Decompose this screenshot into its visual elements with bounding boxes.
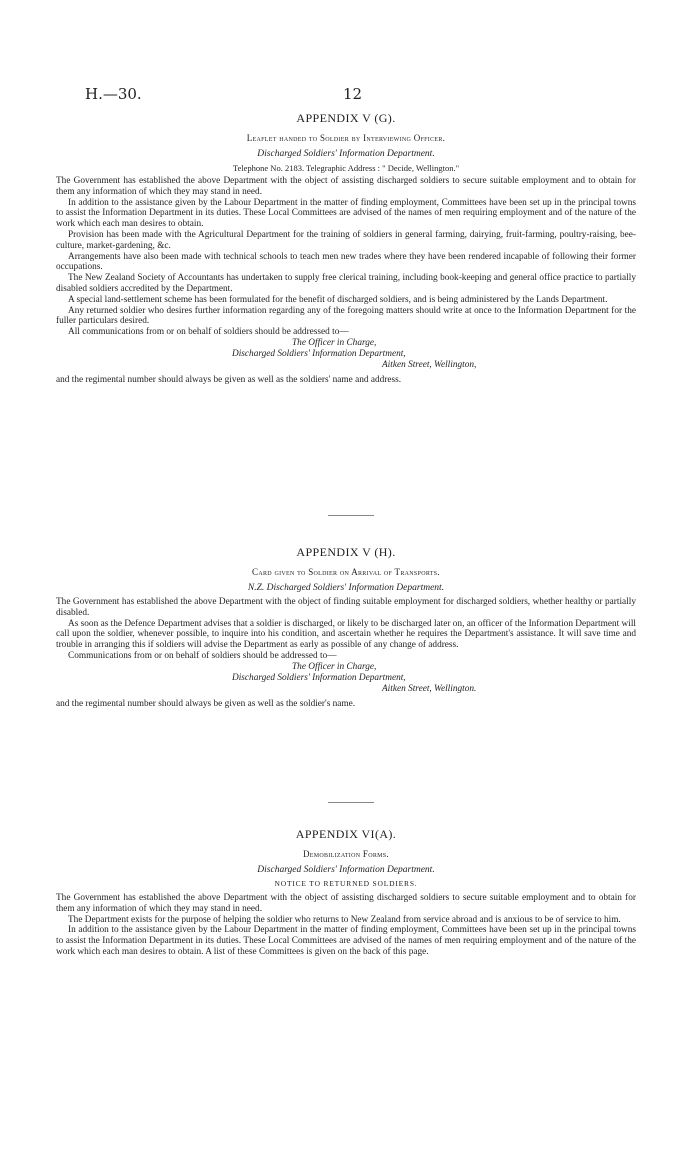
appendix-subtitle: Leaflet handed to Soldier by Interviewing Officer. bbox=[246, 133, 446, 143]
department-name: N.Z. Discharged Soldiers' Information Department. bbox=[247, 583, 445, 593]
section-divider bbox=[328, 515, 374, 516]
section-divider bbox=[328, 802, 374, 803]
closing-line: and the regimental number should always be given as well as the soldiers' name and address. bbox=[56, 374, 402, 385]
telephone-line: Telephone No. 2183. Telegraphic Address : " Decide, Wellington." bbox=[232, 163, 460, 173]
appendix-subtitle: Card given to Soldier on Arrival of Transports. bbox=[252, 567, 440, 577]
address-line: Discharged Soldiers' Information Department, bbox=[232, 672, 406, 683]
appendix-v-g bbox=[56, 111, 636, 386]
paragraph: Arrangements have also been made with technical schools to teach men new trades where they have been rendered incapable of following their former occupations. bbox=[56, 251, 636, 273]
paragraph: The New Zealand Society of Accountants has undertaken to supply free clerical training, including book-keeping and general office practice to partially disabled soldiers accredited by the Department. bbox=[56, 273, 636, 294]
paragraph: As soon as the Defence Department advises that a soldier is discharged, or likely to be discharged later on, an officer of the Information Department will call upon the soldier, whenever possible, to inquire into his condition, and ascertain whether he requires the Department's assistance. It will save time and trouble in arranging this if soldiers will advise the Department as early as possible of any change of address. bbox=[56, 618, 636, 651]
address-line: The Officer in Charge, bbox=[292, 661, 377, 672]
department-name: Discharged Soldiers' Information Department. bbox=[257, 865, 435, 875]
paragraph: The Government has established the above Department with the object of assisting discharged soldiers to secure suitable employment and to obtain for them any information of which they may stand in need. bbox=[56, 176, 636, 197]
paragraph: A special land-settlement scheme has been formulated for the benefit of discharged soldiers, and is being administered by the Lands Department. bbox=[68, 294, 608, 305]
paragraph: The Government has established the above Department with the object of assisting discharged soldiers to secure suitable employment and to obtain for them any information of which they may stand in need. bbox=[56, 893, 636, 914]
appendix-title: APPENDIX V (H). bbox=[296, 545, 396, 559]
address-line: Aitken Street, Wellington, bbox=[382, 359, 477, 370]
notice-heading: NOTICE TO RETURNED SOLDIERS. bbox=[274, 879, 418, 888]
paragraph: In addition to the assistance given by the Labour Department in the matter of finding employment, Committees have been set up in the principal towns to assist the Information Department in its duties. These Local Committees are advised of the names of men requiring employment and of the nature of the work which each man desires to obtain. bbox=[56, 197, 636, 230]
address-block bbox=[56, 662, 636, 695]
address-block bbox=[56, 338, 636, 371]
paragraph: In addition to the assistance given by the Labour Department in the matter of finding employment, Committees have been set up in the principal towns to assist the Information Department in its duties. These Local Committees are advised of the names of men requiring employment and of the nature of the work which each man desires to obtain. A list of these Committees is given on the back of this page. bbox=[56, 925, 636, 957]
department-name: Discharged Soldiers' Information Department. bbox=[257, 149, 435, 159]
appendix-title: APPENDIX V (G). bbox=[296, 111, 396, 125]
page-number: 12 bbox=[343, 85, 363, 103]
address-line: Aitken Street, Wellington. bbox=[382, 683, 477, 694]
appendix-v-h bbox=[56, 545, 636, 710]
paragraph: All communications from or on behalf of soldiers should be addressed to— bbox=[68, 327, 349, 338]
paragraph: The Department exists for the purpose of helping the soldier who returns to New Zealand from service abroad and is anxious to be of service to him. bbox=[68, 914, 621, 925]
paragraph: Provision has been made with the Agricultural Department for the training of soldiers in general farming, dairying, fruit-farming, poultry-raising, bee-culture, market-gardening, &c. bbox=[56, 229, 636, 251]
appendix-vi-a bbox=[56, 827, 636, 958]
paragraph: The Government has established the above Department with the object of finding suitable employment for discharged soldiers, whether healthy or partially disabled. bbox=[56, 597, 636, 618]
appendix-title: APPENDIX VI(A). bbox=[295, 827, 397, 841]
paragraph: Any returned soldier who desires further information regarding any of the foregoing matters should write at once to the Information Department for the fuller particulars desired. bbox=[56, 305, 636, 327]
appendix-subtitle: Demobilization Forms. bbox=[303, 849, 389, 859]
paragraph: Communications from or on behalf of soldiers should be addressed to— bbox=[68, 650, 337, 661]
address-line: Discharged Soldiers' Information Department, bbox=[232, 348, 406, 359]
address-line: The Officer in Charge, bbox=[292, 337, 377, 348]
document-code: H.—30. bbox=[85, 85, 142, 103]
closing-line: and the regimental number should always be given as well as the soldier's name. bbox=[56, 698, 356, 709]
